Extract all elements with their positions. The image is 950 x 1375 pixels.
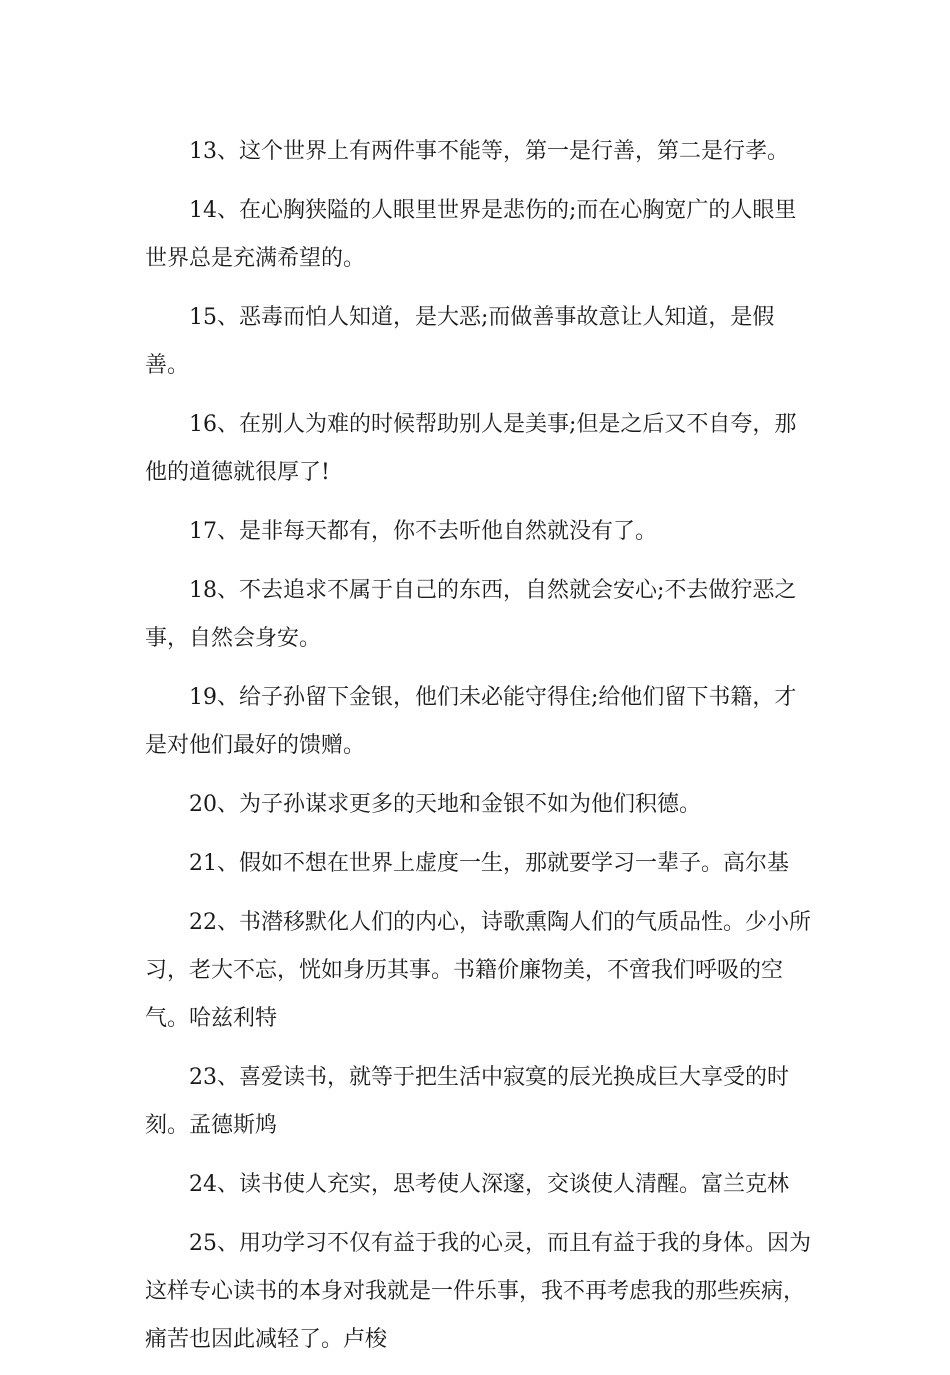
paragraph-24: 24、读书使人充实，思考使人深邃，交谈使人清醒。富兰克林 [189, 1172, 789, 1197]
document-body [145, 128, 815, 1375]
paragraph-25: 25、用功学习不仅有益于我的心灵，而且有益于我的身体。因为这样专心读书的本身对我就是一件乐事，我不再考虑我的那些疾病，痛苦也因此减轻了。卢梭 [145, 1231, 811, 1352]
paragraph-16: 16、在别人为难的时候帮助别人是美事;但是之后又不自夸，那他的道德就很厚了! [145, 412, 797, 485]
paragraph-20: 20、为子孙谋求更多的天地和金银不如为他们积德。 [189, 792, 701, 817]
paragraph-22: 22、书潜移默化人们的内心，诗歌熏陶人们的气质品性。少小所习，老大不忘，恍如身历其事。书籍价廉物美，不啻我们呼吸的空气。哈兹利特 [145, 910, 811, 1031]
paragraph-17: 17、是非每天都有，你不去听他自然就没有了。 [189, 519, 657, 544]
paragraph-18: 18、不去追求不属于自己的东西，自然就会安心;不去做狞恶之事，自然会身安。 [145, 578, 797, 651]
paragraph-15: 15、恶毒而怕人知道，是大恶;而做善事故意让人知道，是假善。 [145, 305, 775, 378]
paragraph-14: 14、在心胸狭隘的人眼里世界是悲伤的;而在心胸宽广的人眼里世界总是充满希望的。 [145, 198, 797, 271]
paragraph-23: 23、喜爱读书，就等于把生活中寂寞的辰光换成巨大享受的时刻。孟德斯鸠 [145, 1065, 789, 1138]
paragraph-19: 19、给子孙留下金银，他们未必能守得住;给他们留下书籍，才是对他们最好的馈赠。 [145, 685, 797, 758]
paragraph-21: 21、假如不想在世界上虚度一生，那就要学习一辈子。高尔基 [189, 851, 789, 876]
paragraph-13: 13、这个世界上有两件事不能等，第一是行善，第二是行孝。 [189, 139, 789, 164]
